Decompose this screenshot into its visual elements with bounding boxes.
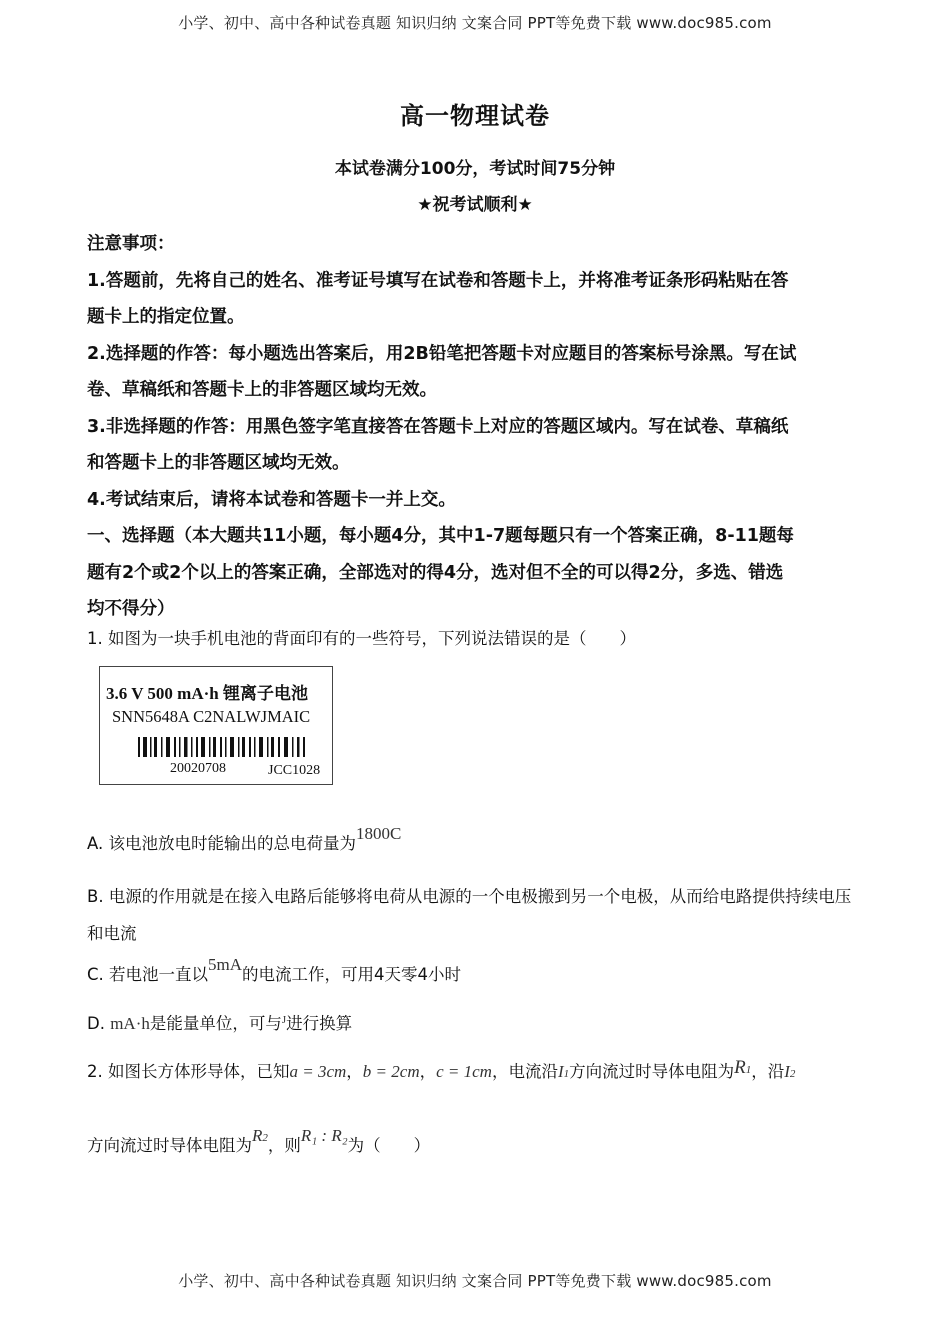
q2-i-symbol: I	[784, 1062, 790, 1081]
option-d-mid: 是能量单位，可与	[149, 1014, 282, 1033]
section-1-line-3: 均不得分）	[87, 599, 175, 619]
instructions	[87, 226, 867, 628]
q2-t4: ，则	[267, 1136, 301, 1155]
page-title: 高一物理试卷	[400, 102, 550, 130]
option-a-math: 1800C	[356, 824, 402, 843]
q1-option-d	[87, 1010, 867, 1040]
option-d-math: mA·h	[110, 1014, 150, 1033]
q2-current-i2	[784, 1062, 795, 1081]
q2-t5: 为（ ）	[347, 1136, 431, 1155]
q1-option-a	[87, 824, 867, 858]
page-footer: 小学、初中、高中各种试卷真题 知识归纳 文案合同 PPT等免费下载 www.doc985.com	[178, 1272, 772, 1290]
q1-option-c	[87, 955, 867, 989]
good-luck-line: ★祝考试顺利★	[417, 195, 533, 215]
q2-r-symbol: R	[252, 1126, 263, 1145]
option-a-text: A. 该电池放电时能输出的总电荷量为	[87, 834, 356, 853]
option-d-post: 进行换算	[286, 1014, 353, 1033]
option-c-post: 的电流工作，可用4天零4小时	[242, 965, 462, 984]
q2-r-symbol: R	[734, 1057, 746, 1078]
q2-b: b = 2cm	[362, 1062, 420, 1081]
q2-t1: ，电流沿	[491, 1062, 558, 1081]
question-2-line-1	[87, 1058, 867, 1088]
option-b-line-2: 和电流	[87, 924, 137, 943]
note-2-line-1: 2.选择题的作答：每小题选出答案后，用2B铅笔把答题卡对应题目的答案标号涂黑。写在试	[87, 343, 797, 364]
q2-sep: ，	[419, 1062, 437, 1081]
q2-c: c = 1cm	[436, 1062, 492, 1081]
note-1-line-2: 题卡上的指定位置。	[87, 307, 245, 327]
option-d-unit: J	[281, 1014, 287, 1026]
note-3-line-2: 和答题卡上的非答题区域均无效。	[87, 453, 350, 473]
note-3-line-1: 3.非选择题的作答：用黑色签字笔直接答在答题卡上对应的答题区域内。写在试卷、草稿纸	[87, 416, 789, 437]
exam-info: 本试卷满分100分，考试时间75分钟	[334, 159, 616, 179]
q2-r1	[734, 1057, 751, 1078]
q2-t3: ，沿	[751, 1062, 785, 1081]
battery-label-figure	[99, 666, 333, 785]
q2-line2-pre: 方向流过时导体电阻为	[87, 1136, 252, 1155]
q2-current-i1	[558, 1062, 569, 1081]
barcode-icon	[138, 737, 306, 757]
question-1-stem: 1. 如图为一块手机电池的背面印有的一些符号，下列说法错误的是（ ）	[87, 629, 636, 648]
question-2-line-2	[87, 1126, 867, 1162]
q2-r-sub: 1	[745, 1064, 752, 1076]
q2-i-sub: 1	[563, 1068, 570, 1080]
note-2-line-2: 卷、草稿纸和答题卡上的非答题区域均无效。	[87, 380, 437, 400]
q2-r-sub: 2	[262, 1132, 268, 1144]
section-1-line-2: 题有2个或2个以上的答案正确，全部选对的得4分，选对但不全的可以得2分，多选、错选	[87, 562, 784, 583]
q1-option-b	[87, 878, 867, 952]
option-c-math: 5mA	[208, 955, 243, 974]
q2-ratio: R₁ : R₂	[300, 1126, 348, 1145]
battery-code: JCC1028	[268, 763, 321, 778]
q2-t2: 方向流过时导体电阻为	[569, 1062, 735, 1081]
q2-r2	[252, 1126, 268, 1145]
q2-i-sub: 2	[789, 1068, 796, 1080]
section-1-line-1: 一、选择题（本大题共11小题，每小题4分，其中1-7题每题只有一个答案正确，8-11题每	[87, 526, 794, 546]
q2-sep: ，	[346, 1062, 363, 1081]
option-d-pre: D.	[87, 1014, 105, 1033]
note-1-line-1: 1.答题前，先将自己的姓名、准考证号填写在试卷和答题卡上，并将准考证条形码粘贴在答	[87, 270, 789, 291]
battery-spec: 3.6 V 500 mA·h 锂离子电池	[106, 684, 308, 703]
notes-heading: 注意事项：	[87, 234, 175, 254]
q2-i-symbol: I	[557, 1062, 564, 1081]
battery-date: 20020708	[170, 761, 226, 776]
option-c-pre: C. 若电池一直以	[87, 965, 209, 984]
q2-pre: 2. 如图长方体形导体，已知	[87, 1062, 290, 1081]
page-header: 小学、初中、高中各种试卷真题 知识归纳 文案合同 PPT等免费下载 www.doc985.com	[178, 14, 772, 32]
q2-a: a = 3cm	[289, 1062, 347, 1081]
battery-serial: SNN5648A C2NALWJMAIC	[112, 707, 311, 726]
option-b-line-1: B. 电源的作用就是在接入电路后能够将电荷从电源的一个电极搬到另一个电极，从而给电路提供持续电压	[87, 887, 852, 906]
note-4: 4.考试结束后，请将本试卷和答题卡一并上交。	[87, 489, 456, 510]
